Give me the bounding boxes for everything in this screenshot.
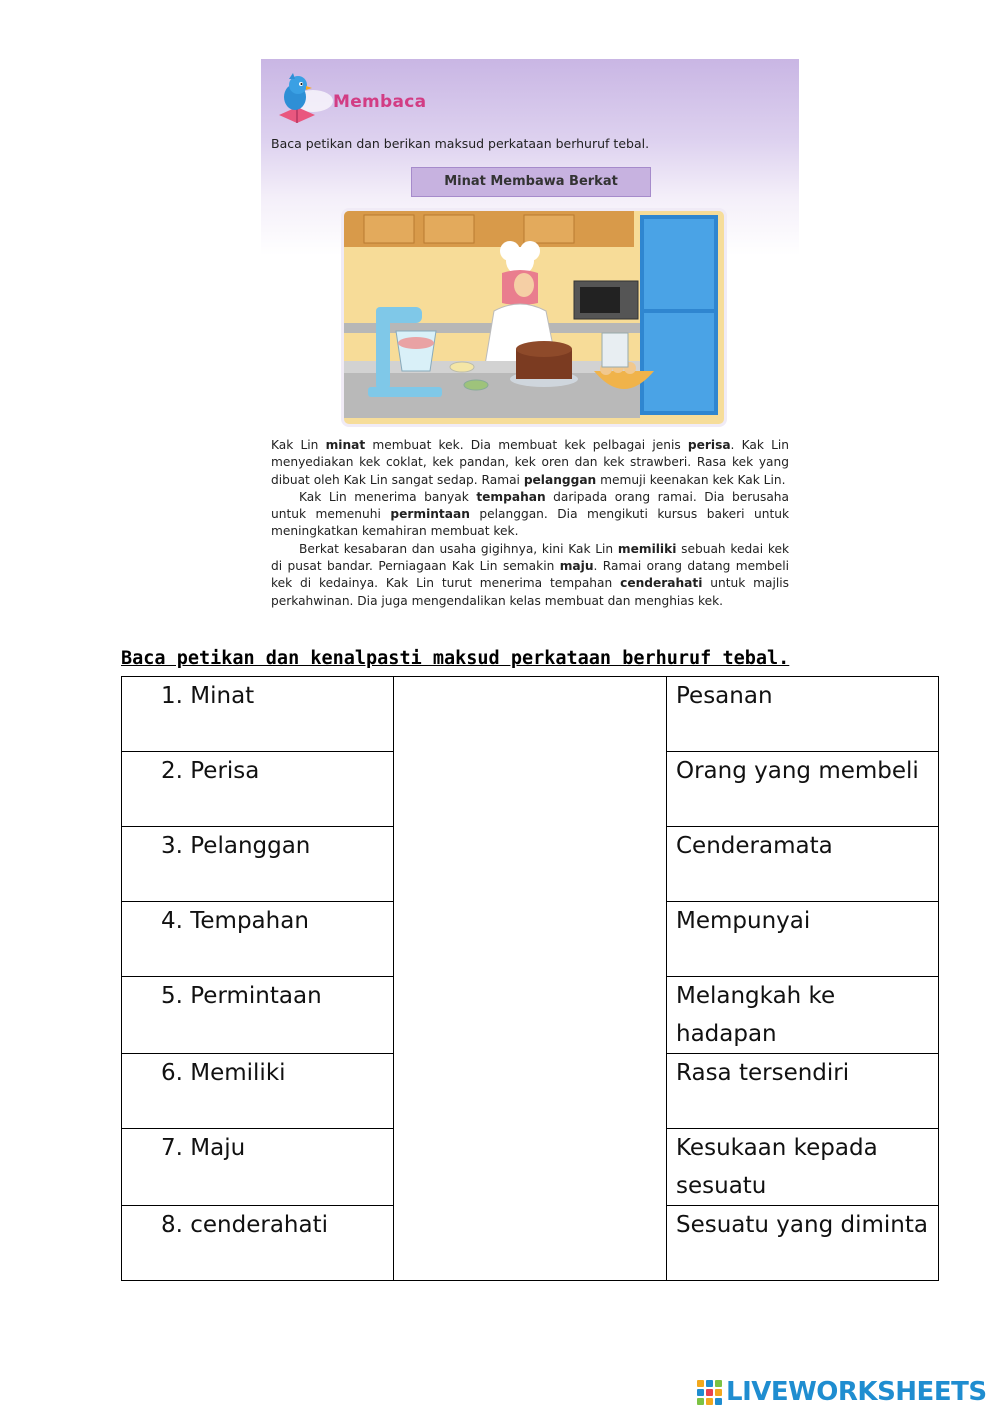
passage-text: Kak Lin menerima banyak [299,489,477,504]
passage-text: memuji keenakan kek Kak Lin. [596,472,786,487]
word-cell: 1. Minat [122,677,394,752]
bold-keyword: maju [559,559,594,574]
passage-text: pelanggan. Dia mengikuti kursus bakeri untuk meningkatkan kemahiran membuat kek. [271,507,790,539]
bold-keyword: minat [325,438,366,452]
meaning-cell: Orang yang membeli [667,752,939,827]
reading-passage [271,437,789,610]
meaning-cell: Kesukaan kepada sesuatu [667,1129,939,1206]
word-cell: 3. Pelanggan [122,827,394,902]
word-cell: 2. Perisa [122,752,394,827]
passage-paragraph [271,489,789,541]
brand-name: LIVEWORKSHEETS [726,1377,987,1407]
meaning-cell: Cenderamata [667,827,939,902]
passage-paragraph [271,437,789,489]
excerpt-instruction: Baca petikan dan berikan maksud perkataan berhuruf tebal. [271,136,650,151]
passage-text: membuat kek. Dia membuat kek pelbagai jenis [365,438,688,452]
meaning-cell: Mempunyai [667,902,939,977]
story-title: Minat Membawa Berkat [411,167,651,197]
liveworksheets-logo[interactable] [697,1377,987,1407]
bold-keyword: permintaan [390,507,470,522]
meaning-cell: Melangkah ke hadapan [667,977,939,1054]
kitchen-illustration [341,208,727,427]
bold-keyword: pelanggan [523,472,597,487]
bold-keyword: cenderahati [620,576,703,591]
passage-text: sebuah kedai kek di pusat bandar. Perniagaan Kak Lin semakin [271,541,789,574]
word-cell: 6. Memiliki [122,1054,394,1129]
passage-text: Berkat kesabaran dan usaha gigihnya, kini Kak Lin [299,541,618,556]
bold-keyword: tempahan [476,489,546,504]
passage-text: . Ramai orang datang membeli kek di kedainya. Kak Lin turut menerima tempahan [271,559,789,591]
word-cell: 4. Tempahan [122,902,394,977]
word-cell: 8. cenderahati [122,1206,394,1281]
answer-area[interactable] [394,677,667,1281]
passage-text: . Kak Lin menyediakan kek coklat, kek pandan, kek oren dan kek strawberi. Rasa kek yang dibuat oleh Kak Lin sangat sedap. Ramai [271,438,790,487]
meaning-cell: Rasa tersendiri [667,1054,939,1129]
meaning-cell: Pesanan [667,677,939,752]
matching-table [121,676,939,1281]
meaning-cell: Sesuatu yang diminta [667,1206,939,1281]
section-heading: Membaca [333,92,427,112]
word-cell: 5. Permintaan [122,977,394,1054]
logo-grid-icon [697,1380,722,1405]
word-cell: 7. Maju [122,1129,394,1206]
reading-excerpt [261,59,799,637]
passage-text: Kak Lin [271,438,326,452]
passage-text: untuk majlis perkahwinan. Dia juga mengendalikan kelas membuat dan menghias kek. [271,576,789,608]
bold-keyword: perisa [687,438,731,452]
passage-text: daripada orang ramai. Dia berusaha untuk memenuhi [271,489,790,522]
passage-paragraph [271,541,789,610]
table-row [122,677,939,752]
bird-book-icon [273,71,335,135]
bold-keyword: memiliki [617,541,677,556]
task-instruction: Baca petikan dan kenalpasti maksud perkataan berhuruf tebal. [121,648,790,669]
